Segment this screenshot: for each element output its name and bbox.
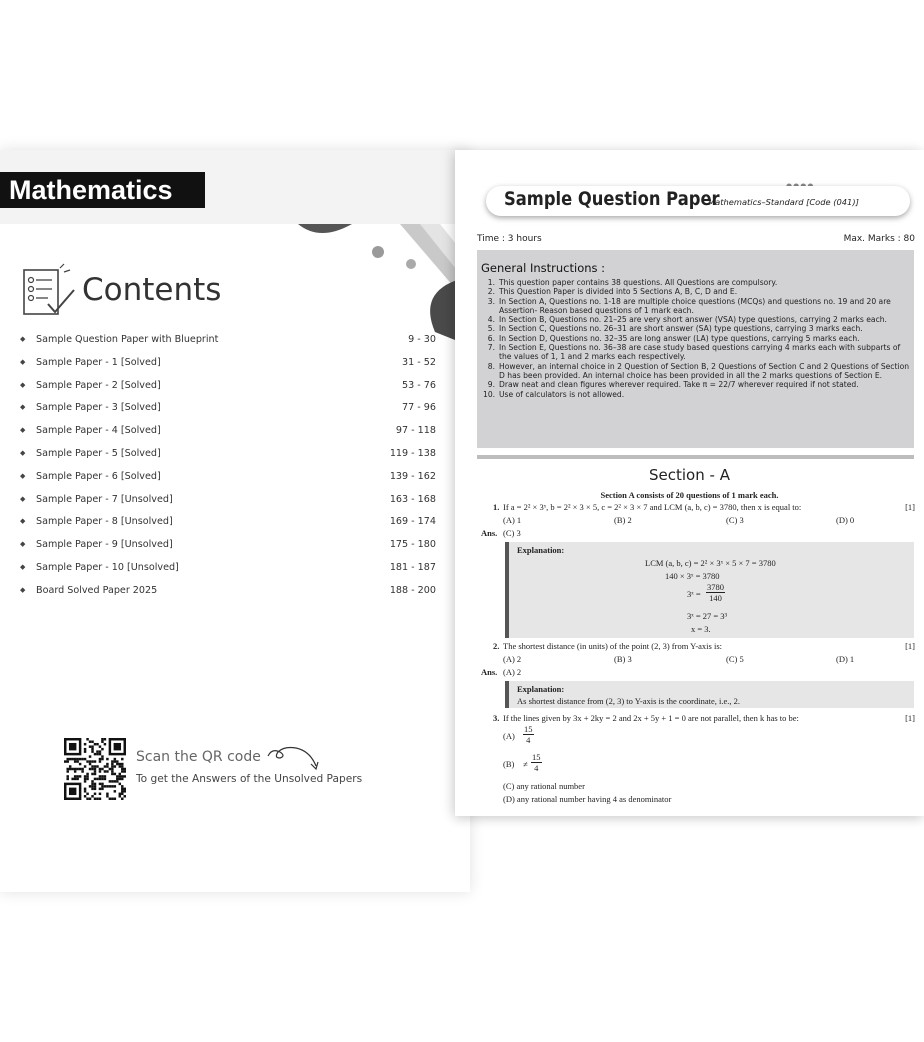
instructions-list (483, 278, 911, 399)
section-divider (477, 455, 914, 459)
instruction-item (483, 362, 911, 381)
table-of-contents (18, 332, 438, 606)
toc-pages: 175 - 180 (389, 539, 436, 551)
explanation-box (505, 542, 914, 638)
math-line: 3ˣ = (687, 589, 701, 599)
toc-label: Sample Paper - 6 [Solved] (36, 470, 161, 482)
option-d: (D) 1 (836, 654, 855, 664)
math-fraction (706, 582, 725, 603)
toc-row (18, 423, 438, 446)
option-b: (B) (503, 759, 515, 769)
toc-row (18, 378, 438, 401)
question-number: 3. (493, 713, 500, 723)
instruction-item (483, 324, 911, 333)
instruction-number: 3. (487, 296, 495, 306)
option-c: (C) 5 (726, 654, 744, 664)
instruction-number: 4. (487, 315, 495, 325)
option-d: (D) 0 (836, 515, 855, 525)
answer-value: (A) 2 (503, 667, 522, 677)
diamond-bullet-icon: ◆ (20, 585, 26, 594)
option-d: (D) any rational number having 4 as denominator (503, 794, 672, 804)
toc-label: Sample Paper - 10 [Unsolved] (36, 561, 179, 573)
toc-row (18, 492, 438, 515)
instruction-number: 6. (487, 333, 495, 343)
option-a-fraction (523, 724, 534, 745)
diamond-bullet-icon: ◆ (20, 426, 26, 435)
toc-label: Sample Paper - 5 [Solved] (36, 447, 161, 459)
instruction-item (483, 278, 911, 287)
section-note: Section A consists of 20 questions of 1 mark each. (600, 490, 779, 500)
question-text: If a = 2² × 3ˣ, b = 2² × 3 × 5, c = 2² × 3 × 7 and LCM (a, b, c) = 3780, then x is equal to: (503, 502, 802, 512)
toc-pages: 163 - 168 (389, 493, 436, 505)
diamond-bullet-icon: ◆ (20, 517, 26, 526)
option-c: (C) any rational number (503, 781, 585, 791)
diamond-bullet-icon: ◆ (20, 335, 26, 343)
qr-code-icon (64, 738, 126, 800)
instruction-text: This question paper contains 38 questions. All Questions are compulsory. (499, 278, 778, 287)
toc-row (18, 514, 438, 537)
time-allowed: Time : 3 hours (477, 234, 542, 244)
toc-row (18, 469, 438, 492)
question-number: 2. (493, 641, 500, 651)
curved-arrow-icon (266, 744, 322, 774)
toc-label: Sample Paper - 1 [Solved] (36, 356, 161, 368)
diamond-bullet-icon: ◆ (20, 540, 26, 549)
option-a: (A) (503, 731, 515, 741)
contents-page (0, 150, 470, 892)
fraction-numerator: 15 (524, 724, 533, 734)
contents-title: Contents (82, 272, 222, 308)
toc-label: Sample Question Paper with Blueprint (36, 334, 219, 345)
instruction-item (483, 390, 911, 399)
diamond-bullet-icon: ◆ (20, 403, 26, 412)
paper-title: Sample Question Paper (504, 188, 720, 210)
fraction-denominator: 4 (534, 763, 539, 773)
question-marks: [1] (905, 713, 915, 723)
toc-pages: 9 - 30 (408, 334, 436, 345)
instruction-number: 5. (487, 324, 495, 334)
instruction-text: This Question Paper is divided into 5 Sections A, B, C, D and E. (499, 287, 738, 297)
instruction-number: 2. (487, 287, 495, 297)
qr-subtitle: To get the Answers of the Unsolved Papers (136, 773, 363, 785)
question-text: The shortest distance (in units) of the point (2, 3) from Y-axis is: (503, 641, 722, 651)
toc-row (18, 537, 438, 560)
toc-row (18, 400, 438, 423)
explanation-title: Explanation: (517, 684, 565, 694)
diamond-bullet-icon: ◆ (20, 380, 26, 389)
option-a: (A) 1 (503, 515, 522, 525)
option-b-fraction (531, 752, 542, 773)
explanation-text: As shortest distance from (2, 3) to Y-axis is the coordinate, i.e., 2. (517, 696, 740, 706)
answer-value: (C) 3 (503, 528, 521, 538)
qr-title: Scan the QR code (136, 749, 261, 765)
toc-row (18, 355, 438, 378)
explanation-title: Explanation: (517, 545, 565, 555)
math-line: 3ˣ = 27 = 3³ (687, 611, 728, 621)
fraction-numerator: 15 (532, 752, 541, 762)
answer-label: Ans. (481, 667, 498, 677)
toc-label: Sample Paper - 9 [Unsolved] (36, 539, 173, 551)
math-line: LCM (a, b, c) = 2² × 3ˣ × 5 × 7 = 3780 (645, 558, 776, 568)
not-equal-sign: ≠ (523, 759, 528, 769)
instruction-item (483, 297, 911, 316)
explanation-box (505, 681, 914, 708)
instruction-text: In Section D, Questions no. 32–35 are long answer (LA) type questions, carrying 5 marks each. (499, 333, 860, 343)
instruction-item (483, 334, 911, 343)
instruction-item (483, 380, 911, 389)
diamond-bullet-icon: ◆ (20, 494, 26, 503)
toc-pages: 188 - 200 (389, 584, 436, 596)
option-b: (B) 3 (614, 654, 632, 664)
fraction-numerator: 3780 (707, 582, 724, 592)
diamond-bullet-icon: ◆ (20, 562, 26, 571)
math-line: 140 × 3ˣ = 3780 (665, 571, 720, 581)
math-line: x = 3. (691, 624, 711, 634)
option-c: (C) 3 (726, 515, 744, 525)
toc-row (18, 583, 438, 606)
toc-row (18, 560, 438, 583)
toc-label: Board Solved Paper 2025 (36, 584, 158, 596)
instruction-item (483, 343, 911, 362)
instruction-number: 8. (487, 361, 495, 371)
toc-pages: 119 - 138 (389, 447, 436, 459)
toc-row (18, 446, 438, 469)
toc-label: Sample Paper - 3 [Solved] (36, 402, 161, 414)
diamond-bullet-icon: ◆ (20, 357, 26, 366)
toc-label: Sample Paper - 7 [Unsolved] (36, 493, 173, 505)
instruction-text: Draw neat and clean figures wherever required. Take π = 22/7 wherever required if not stated. (499, 380, 859, 390)
toc-pages: 31 - 52 (402, 356, 436, 368)
question-number: 1. (493, 502, 500, 512)
toc-pages: 53 - 76 (402, 379, 436, 391)
diamond-bullet-icon: ◆ (20, 471, 26, 480)
section-title: Section - A (649, 466, 730, 484)
question-marks: [1] (905, 502, 915, 512)
toc-pages: 181 - 187 (389, 561, 436, 573)
instruction-number: 9. (487, 380, 495, 390)
general-instructions (477, 250, 914, 448)
instructions-title: General Instructions : (481, 261, 606, 275)
instruction-item (483, 315, 911, 324)
toc-label: Sample Paper - 8 [Unsolved] (36, 516, 173, 528)
instruction-text: Use of calculators is not allowed. (499, 389, 625, 399)
instruction-number: 10. (483, 389, 496, 399)
toc-pages: 169 - 174 (389, 516, 436, 528)
diamond-bullet-icon: ◆ (20, 448, 26, 457)
max-marks: Max. Marks : 80 (843, 234, 915, 244)
paper-subtitle: Mathematics–Standard [Code (041)] (708, 197, 859, 207)
instruction-item (483, 287, 911, 296)
instruction-text: In Section B, Questions no. 21–25 are very short answer (VSA) type questions, carrying 2 marks each. (499, 315, 887, 325)
instruction-number: 7. (487, 343, 495, 353)
instruction-text: In Section C, Questions no. 26–31 are short answer (SA) type questions, carrying 3 marks each. (499, 324, 863, 334)
subject-banner: Mathematics (0, 172, 205, 208)
fraction-denominator: 4 (526, 735, 531, 745)
fraction-denominator: 140 (709, 593, 722, 603)
toc-pages: 97 - 118 (395, 425, 436, 437)
checklist-icon (20, 262, 78, 320)
instruction-number: 1. (487, 278, 495, 287)
question-text: If the lines given by 3x + 2ky = 2 and 2x + 5y + 1 = 0 are not parallel, then k has to be: (503, 713, 799, 723)
toc-pages: 139 - 162 (389, 470, 436, 482)
option-a: (A) 2 (503, 654, 522, 664)
toc-label: Sample Paper - 4 [Solved] (36, 425, 161, 437)
instruction-text: In Section A, Questions no. 1-18 are multiple choice questions (MCQs) and questions no. 19 and 20 are Assertion- Reason based questions of 1 mark each. (499, 296, 891, 315)
toc-row (18, 332, 438, 355)
answer-label: Ans. (481, 528, 498, 538)
question-marks: [1] (905, 641, 915, 651)
instruction-text: However, an internal choice in 2 Question of Section B, 2 Questions of Section C and 2 Questions of Section D has been provided. An internal choice has been provided in all the 2 marks questions of Section E. (499, 361, 910, 380)
toc-label: Sample Paper - 2 [Solved] (36, 379, 161, 391)
question-paper-page (455, 150, 924, 816)
instruction-text: In Section E, Questions no. 36–38 are case study based questions carrying 4 marks each with subparts of the values of 1, 1 and 2 marks each respectively. (499, 343, 901, 362)
toc-pages: 77 - 96 (402, 402, 436, 414)
option-b: (B) 2 (614, 515, 632, 525)
paper-header (486, 186, 910, 216)
